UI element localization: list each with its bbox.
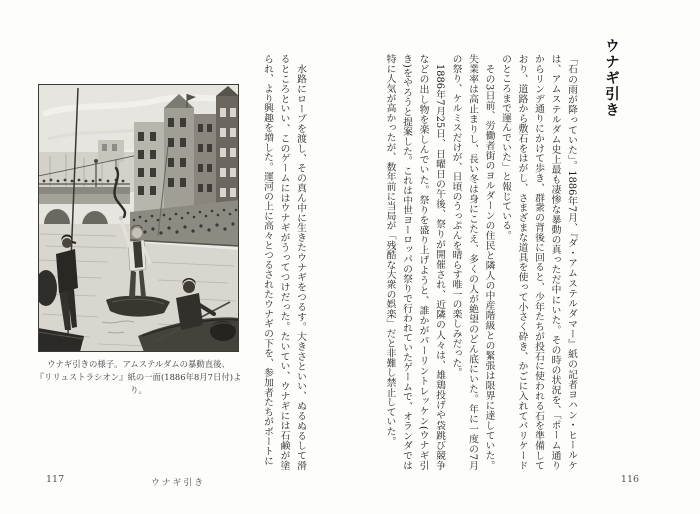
running-title: ウナギ引き [151,478,205,488]
page-number-right: 116 [620,474,640,485]
eel-pulling-engraving [38,84,239,352]
illustration-caption [28,358,249,397]
paragraph: その3日前、労働者街のヨルダーンの住民と隣人の中産階級との緊張は限界に達していた。失業率は高止まりし、長い冬は身にこたえ、多くの人が絶望のどん底にいた。年に一度の7月の祭り、ケルミスだけが、日頃のうっぷんを晴らす唯一の楽しみだった。 [450,54,495,470]
paragraph: 水路にロープを渡し、その真ん中に生きたウナギをつるす。大きさといい、ぬるぬるして滑るところといい、このゲームにはウナギがうってつけだった。たいてい、ウナギには石鹸が塗られ、より興趣を増した。運河の上に高々とつるされたウナギの下を、参加者たちがボートに [262,54,306,470]
right-page-body [380,54,579,470]
chapter-title: ウナギ引き [603,38,620,118]
caption-line: 『リリュストラシオン』紙の一面(1886年8月7日付)より。 [35,372,242,395]
paragraph: 1886年7月25日、日曜日の午後、祭りが開催され、近隣の人々は、雄鶏投げや袋跳び競争などの出し物を楽しんでいた。祭りを盛り上げようと、誰かがパーリントレッケン(ウナギ引き)をやろうと提案した。これは中世ヨーロッパの祭りで行われていたゲームで、オランダでは特に人気が高かったが、数年前に当局が「残酷な大衆の娯楽」だと非難し禁止していた。 [384,54,445,470]
page-number-left: 117 [46,474,65,485]
caption-line: ウナギ引きの様子。アムステルダムの暴動直後、 [47,359,230,369]
paragraph: 「石の雨が降っていた」。1886年7月、『ダ・アムステルダマー』紙の記者ヨハン・ヒールケは、アムステルダム史上最も凄惨な暴動の真っただ中にいた。その時の状況を、「ポーム通りからリンデ通りにかけて歩き、群衆の背後に回ると、少年たちが投石に使われる石を準備しており、道路から敷石をはがし、さまざまな道具を使って小さく砕き、かごに入れてバリケードのところまで運んでいた」と報じている。 [500,54,577,470]
left-page-body [257,54,308,470]
